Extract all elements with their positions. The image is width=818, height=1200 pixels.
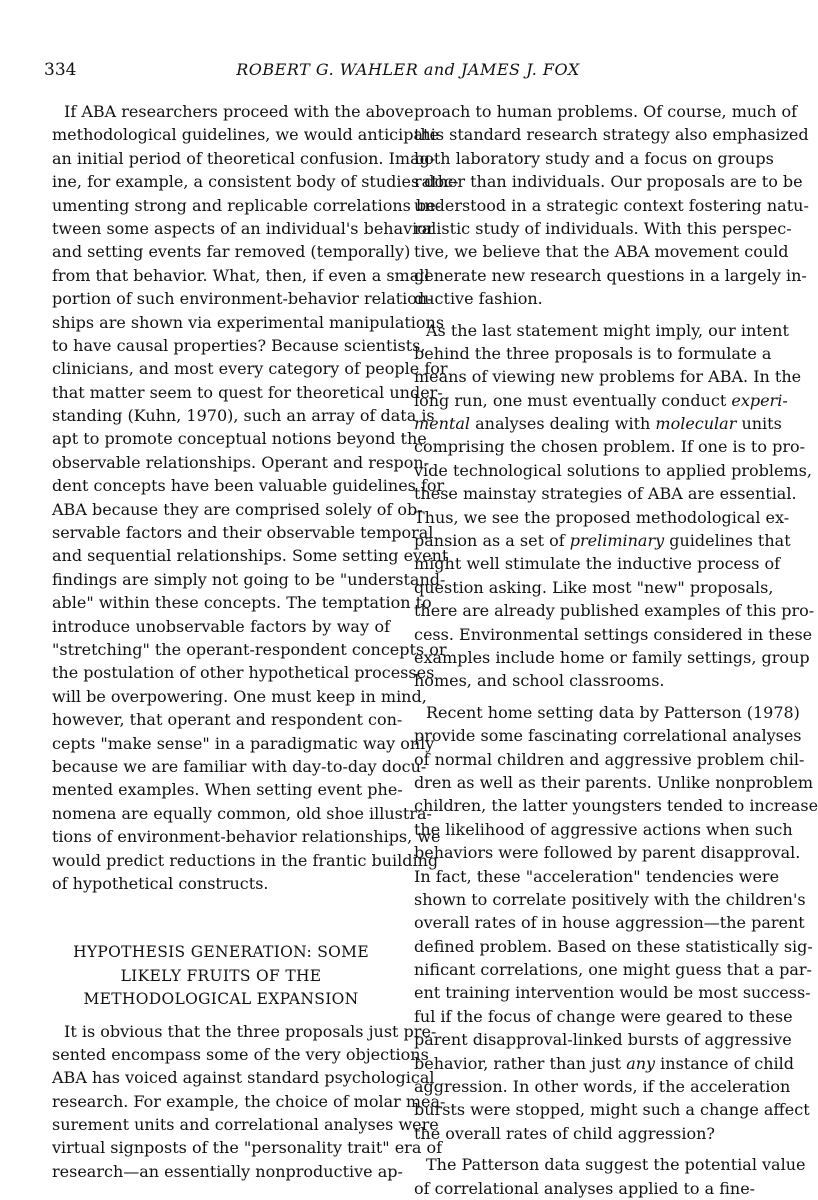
text-line: generate new research questions in a largely in- (414, 265, 807, 285)
text-line (414, 389, 788, 412)
text-line: might well stimulate the inductive process of (414, 554, 781, 574)
emphasis-run: experi- (731, 390, 788, 410)
text-line (414, 1052, 794, 1075)
paragraph (414, 100, 809, 311)
text-line: dren as well as their parents. Unlike nonproblem (414, 772, 814, 792)
text-line: standing (Kuhn, 1970), such an array of data is (52, 406, 435, 426)
text-line: introduce unobservable factors by way of (52, 616, 390, 636)
text-run: instance of child (655, 1053, 794, 1073)
text-line: observable relationships. Operant and respon- (52, 452, 430, 472)
text-line: provide some fascinating correlational analyses (414, 726, 802, 746)
text-line: to have causal properties? Because scientists, (52, 335, 426, 355)
text-line: tive, we believe that the ABA movement could (414, 242, 789, 262)
text-line: nificant correlations, one might guess that a par- (414, 960, 812, 980)
paragraph (52, 1020, 446, 1184)
text-line: that matter seem to quest for theoretical under- (52, 382, 443, 402)
text-line: ABA has voiced against standard psychological (52, 1068, 435, 1088)
text-line: nomena are equally common, old shoe illustra- (52, 803, 432, 823)
text-line: findings are simply not going to be "understand- (52, 569, 446, 589)
text-line: this standard research strategy also emphasized (414, 125, 809, 145)
text-line: ralistic study of individuals. With this perspec- (414, 218, 792, 238)
text-line: because we are familiar with day-to-day docu- (52, 756, 427, 776)
text-line: able" within these concepts. The temptation to (52, 593, 432, 613)
text-line: clinicians, and most every category of people for (52, 359, 448, 379)
text-line: ships are shown via experimental manipulations (52, 312, 445, 332)
text-line: tween some aspects of an individual's behavior (52, 218, 435, 238)
text-line: mented examples. When setting event phe- (52, 780, 403, 800)
text-line: vide technological solutions to applied problems, (414, 460, 812, 480)
text-line: and sequential relationships. Some setting event (52, 546, 449, 566)
section-heading (52, 941, 390, 1011)
text-line: ent training intervention would be most success- (414, 983, 811, 1003)
heading-line: LIKELY FRUITS OF THE (120, 966, 322, 985)
text-line: bursts were stopped, might such a change affect (414, 1100, 810, 1120)
section-gap (52, 895, 390, 941)
text-line: examples include home or family settings, group (414, 647, 810, 667)
left-column (52, 100, 459, 1183)
text-line: means of viewing new problems for ABA. In the (414, 367, 802, 387)
text-line: behind the three proposals is to formulate a (414, 343, 772, 363)
text-line: servable factors and their observable temporal (52, 523, 434, 543)
emphasis-run: preliminary (569, 531, 665, 551)
text-run: behavior, rather than just (414, 1053, 627, 1073)
text-line: question asking. Like most "new" proposals, (414, 577, 774, 597)
paragraph (414, 319, 815, 693)
text-line: rather than individuals. Our proposals are to be (414, 172, 803, 192)
text-line: ine, for example, a consistent body of studies doc- (52, 172, 459, 192)
running-head: ROBERT G. WAHLER and JAMES J. FOX (236, 60, 580, 79)
emphasis-run: mental (414, 414, 471, 434)
text-line: the postulation of other hypothetical processes (52, 663, 435, 683)
text-run: units (736, 414, 782, 434)
text-line: dent concepts have been valuable guidelines for (52, 476, 445, 496)
text-line: defined problem. Based on these statistically sig- (414, 936, 813, 956)
text-line: parent disapproval-linked bursts of aggressive (414, 1030, 792, 1050)
paragraph (414, 701, 818, 1145)
text-line: comprising the chosen problem. If one is to pro- (414, 437, 805, 457)
text-line: both laboratory study and a focus on groups (414, 148, 774, 168)
text-line: overall rates of in house aggression—the parent (414, 913, 805, 933)
page-header (0, 60, 816, 84)
emphasis-run: any (626, 1053, 656, 1073)
text-line: proach to human problems. Of course, much of (414, 102, 798, 121)
text-line: ABA because they are comprised solely of ob- (52, 499, 423, 519)
text-line: portion of such environment-behavior relation- (52, 289, 433, 309)
text-line: of normal children and aggressive problem chil- (414, 749, 805, 769)
text-line: As the last statement might imply, our intent (426, 320, 789, 340)
text-line: It is obvious that the three proposals just pre- (64, 1021, 437, 1041)
text-line: however, that operant and respondent con- (52, 710, 403, 730)
heading-gap (52, 1012, 390, 1020)
text-line: an initial period of theoretical confusion. Imag- (52, 148, 436, 168)
text-line: from that behavior. What, then, if even a small (52, 265, 430, 285)
text-line: of hypothetical constructs. (52, 873, 269, 893)
text-line: In fact, these "acceleration" tendencies were (414, 866, 780, 886)
text-line: the overall rates of child aggression? (414, 1123, 715, 1143)
text-line: children, the latter youngsters tended to increase (414, 796, 818, 816)
text-line: understood in a strategic context fostering natu- (414, 195, 809, 215)
text-line: ful if the focus of change were geared to these (414, 1006, 793, 1026)
text-line: of correlational analyses applied to a fine- (414, 1178, 756, 1198)
text-line: tions of environment-behavior relationships, we (52, 827, 441, 847)
text-line: will be overpowering. One must keep in mind, (52, 686, 427, 706)
text-line: these mainstay strategies of ABA are essential. (414, 484, 797, 504)
text-line: Thus, we see the proposed methodological ex- (414, 507, 790, 527)
text-line: and setting events far removed (temporally) (52, 242, 411, 262)
text-line: the likelihood of aggressive actions when such (414, 819, 793, 839)
right-column (414, 100, 818, 1200)
text-line: cess. Environmental settings considered in these (414, 624, 813, 644)
text-line: sented encompass some of the very objections (52, 1044, 429, 1064)
page-number: 334 (44, 60, 77, 80)
text-line: shown to correlate positively with the children's (414, 889, 806, 909)
text-run: guidelines that (664, 531, 791, 551)
text-line: umenting strong and replicable correlations be- (52, 195, 442, 215)
emphasis-run: molecular (655, 414, 737, 434)
text-line: methodological guidelines, we would anticipate (52, 125, 439, 145)
text-line: behaviors were followed by parent disapproval. (414, 843, 801, 863)
text-line: The Patterson data suggest the potential value (426, 1155, 806, 1175)
paragraph (52, 100, 459, 895)
text-run: pansion as a set of (414, 531, 570, 551)
text-run: analyses dealing with (470, 414, 656, 434)
text-line (414, 412, 782, 435)
text-line (414, 529, 791, 552)
paragraph (414, 1153, 806, 1200)
text-line: virtual signposts of the "personality trait" era of (52, 1138, 442, 1158)
text-line: cepts "make sense" in a paradigmatic way only (52, 733, 435, 753)
text-line: research—an essentially nonproductive ap- (52, 1161, 403, 1181)
text-line: If ABA researchers proceed with the above (64, 102, 414, 121)
heading-line: HYPOTHESIS GENERATION: SOME (73, 943, 369, 962)
text-line: surement units and correlational analyses were (52, 1115, 439, 1135)
text-line: would predict reductions in the frantic building (52, 850, 439, 870)
text-line: there are already published examples of this pro- (414, 601, 815, 621)
text-line: "stretching" the operant-respondent concepts or (52, 639, 447, 659)
heading-line: METHODOLOGICAL EXPANSION (83, 990, 359, 1009)
text-line: homes, and school classrooms. (414, 671, 665, 691)
text-run: long run, one must eventually conduct (414, 390, 732, 410)
text-line: aggression. In other words, if the acceleration (414, 1077, 791, 1097)
text-line: research. For example, the choice of molar mea- (52, 1091, 446, 1111)
text-line: ductive fashion. (414, 289, 543, 309)
text-line: Recent home setting data by Patterson (1978) (426, 702, 800, 722)
text-line: apt to promote conceptual notions beyond the (52, 429, 427, 449)
